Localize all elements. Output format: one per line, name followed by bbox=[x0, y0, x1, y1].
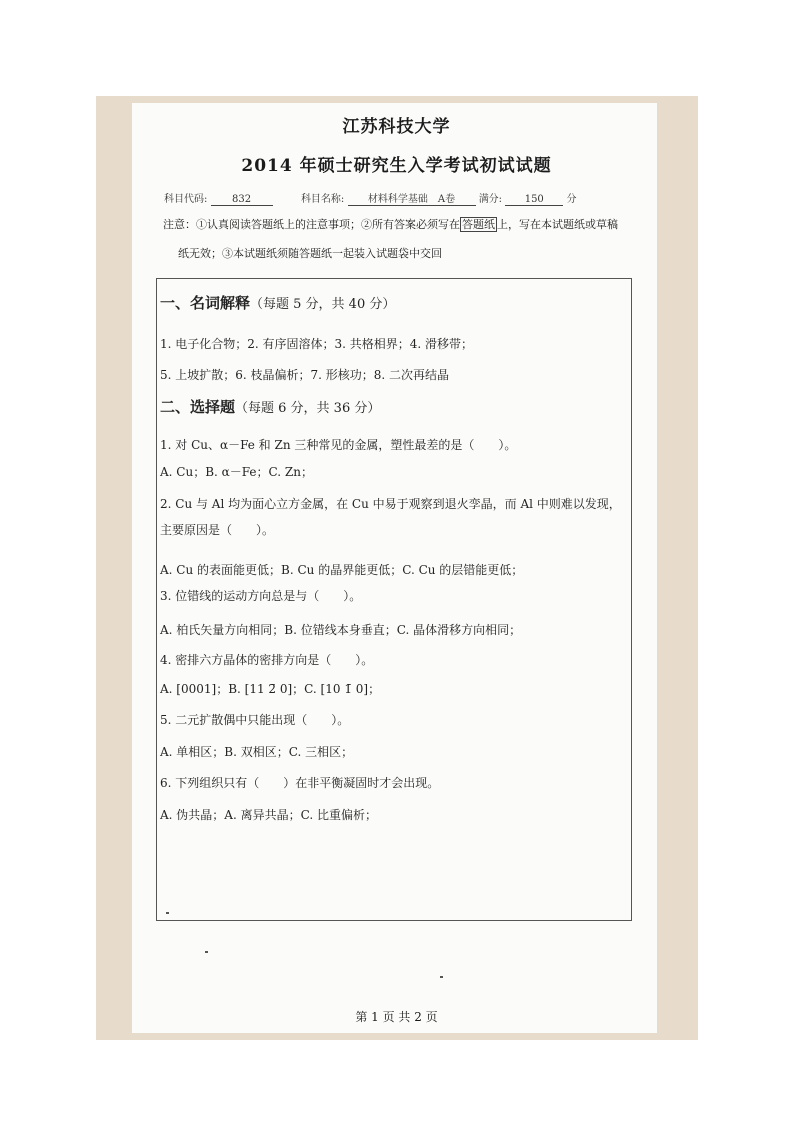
name-value: 材料科学基础 A卷 bbox=[348, 190, 476, 206]
section-1-line-1: 1. 电子化合物；2. 有序固溶体；3. 共格相界；4. 滑移带； bbox=[160, 337, 474, 351]
question-3-options: A. 柏氏矢量方向相同；B. 位错线本身垂直；C. 晶体滑移方向相同； bbox=[160, 623, 522, 637]
question-1: 1. 对 Cu、α－Fe 和 Zn 三种常见的金属，塑性最差的是（ ）。 bbox=[160, 438, 517, 452]
answer-sheet-box: 答题纸 bbox=[462, 218, 495, 231]
score-value: 150 bbox=[505, 194, 563, 206]
notice-line-2: 纸无效；③本试题纸须随答题纸一起装入试题袋中交回 bbox=[178, 247, 442, 260]
question-4: 4. 密排六方晶体的密排方向是（ ）。 bbox=[160, 653, 374, 667]
scan-speck bbox=[205, 951, 208, 953]
section-2-heading: 二、选择题（每题 6 分，共 36 分） bbox=[160, 398, 381, 416]
question-6: 6. 下列组织只有（ ）在非平衡凝固时才会出现。 bbox=[160, 776, 440, 790]
question-2-line-1: 2. Cu 与 Al 均为面心立方金属，在 Cu 中易于观察到退火孪晶，而 Al 中则难以发现， bbox=[160, 497, 621, 511]
question-5: 5. 二元扩散偶中只能出现（ ）。 bbox=[160, 713, 350, 727]
section-1-heading: 一、名词解释（每题 5 分，共 40 分） bbox=[160, 294, 396, 312]
subject-meta bbox=[164, 190, 576, 206]
question-2-options: A. Cu 的表面能更低；B. Cu 的晶界能更低；C. Cu 的层错能更低； bbox=[160, 563, 524, 577]
score-label: 满分: bbox=[478, 194, 503, 205]
question-1-options: A. Cu；B. α－Fe；C. Zn； bbox=[160, 465, 313, 479]
page-footer: 第 1 页 共 2 页 bbox=[355, 1010, 438, 1024]
code-value: 832 bbox=[211, 194, 273, 206]
name-label: 科目名称: bbox=[300, 194, 345, 205]
question-5-options: A. 单相区；B. 双相区；C. 三相区； bbox=[160, 745, 354, 759]
question-6-options: A. 伪共晶；A. 离异共晶；C. 比重偏析； bbox=[160, 808, 377, 822]
university-name: 江苏科技大学 bbox=[342, 117, 451, 137]
question-2-line-2: 主要原因是（ ）。 bbox=[160, 523, 275, 537]
scan-speck bbox=[440, 976, 443, 978]
scan-speck bbox=[166, 912, 169, 914]
notice-line-1: 注意：①认真阅读答题纸上的注意事项；②所有答案必须写在 答题纸 上，写在本试题纸或草稿 bbox=[163, 218, 618, 231]
question-3: 3. 位错线的运动方向总是与（ ）。 bbox=[160, 589, 362, 603]
question-4-options: A. [0001]；B. [11 2̄ 0]；C. [10 1̄ 0]； bbox=[160, 682, 381, 696]
score-unit: 分 bbox=[566, 194, 577, 205]
code-label: 科目代码: bbox=[164, 194, 208, 205]
exam-title: 2014 年硕士研究生入学考试初试试题 bbox=[241, 156, 552, 176]
section-1-line-2: 5. 上坡扩散；6. 枝晶偏析；7. 形核功；8. 二次再结晶 bbox=[160, 368, 450, 382]
